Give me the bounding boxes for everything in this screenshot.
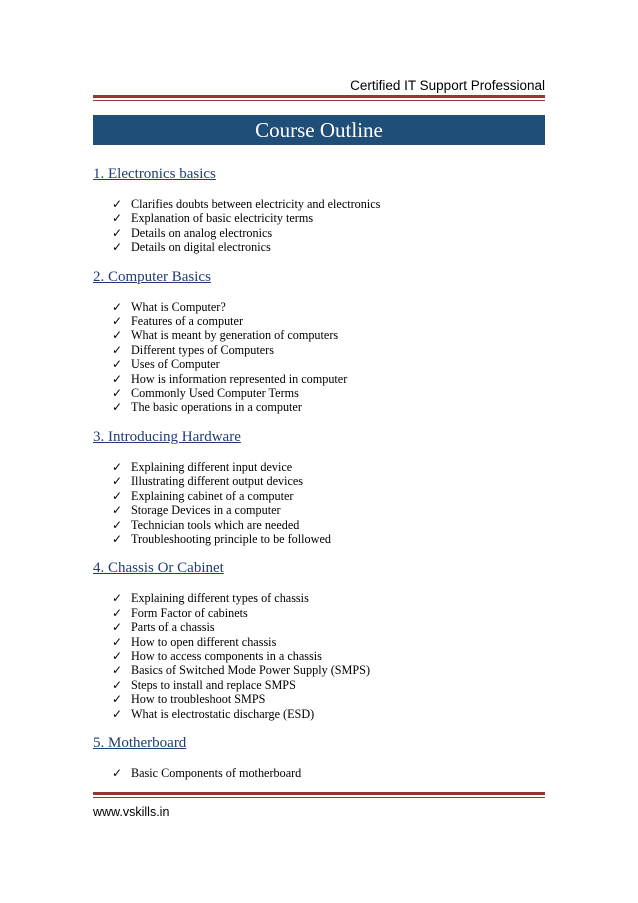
course-outline-banner: Course Outline <box>93 115 545 145</box>
section-item-list <box>93 766 548 780</box>
list-item <box>93 343 548 357</box>
checkmark-icon: ✓ <box>112 591 123 606</box>
page-header-title: Certified IT Support Professional <box>350 78 545 93</box>
list-item-text: Form Factor of cabinets <box>131 605 248 620</box>
header-rule-thin <box>93 100 545 101</box>
footer-rule <box>93 792 545 795</box>
list-item-text: Explaining cabinet of a computer <box>131 488 294 503</box>
list-item-text: Features of a computer <box>131 314 244 329</box>
section-heading: 3. Introducing Hardware <box>93 428 241 445</box>
section-heading: 4. Chassis Or Cabinet <box>93 560 224 577</box>
list-item <box>93 678 548 692</box>
list-item-text: Basics of Switched Mode Power Supply (SMPS) <box>131 663 371 678</box>
list-item <box>93 766 548 780</box>
checkmark-icon: ✓ <box>112 386 123 401</box>
list-item <box>93 386 548 400</box>
list-item <box>93 372 548 386</box>
list-item <box>93 314 548 328</box>
header-rule <box>93 95 545 98</box>
list-item-text: How to access components in a chassis <box>131 648 322 663</box>
list-item-text: How to open different chassis <box>131 634 277 649</box>
checkmark-icon: ✓ <box>112 314 123 329</box>
list-item <box>93 300 548 314</box>
checkmark-icon: ✓ <box>112 692 123 707</box>
list-item <box>93 489 548 503</box>
list-item <box>93 692 548 706</box>
list-item-text: Details on digital electronics <box>131 240 271 255</box>
footer-url: www.vskills.in <box>93 805 170 819</box>
list-item <box>93 357 548 371</box>
checkmark-icon: ✓ <box>112 663 123 678</box>
list-item <box>93 400 548 414</box>
list-item-text: Storage Devices in a computer <box>131 503 281 518</box>
section-item-list <box>93 591 548 721</box>
checkmark-icon: ✓ <box>112 328 123 343</box>
list-item <box>93 606 548 620</box>
list-item <box>93 460 548 474</box>
checkmark-icon: ✓ <box>112 634 123 649</box>
list-item <box>93 591 548 605</box>
list-item <box>93 240 548 254</box>
checkmark-icon: ✓ <box>112 706 123 721</box>
section-heading: 2. Computer Basics <box>93 268 211 285</box>
checkmark-icon: ✓ <box>112 225 123 240</box>
checkmark-icon: ✓ <box>112 677 123 692</box>
checkmark-icon: ✓ <box>112 342 123 357</box>
list-item-text: Clarifies doubts between electricity and electronics <box>131 197 381 211</box>
list-item <box>93 649 548 663</box>
list-item-text: How is information represented in computer <box>131 371 348 386</box>
section-item-list <box>93 460 548 546</box>
list-item-text: Details on analog electronics <box>131 225 273 240</box>
list-item-text: Explaining different input device <box>131 459 293 474</box>
checkmark-icon: ✓ <box>112 488 123 503</box>
list-item-text: Technician tools which are needed <box>131 517 300 532</box>
list-item <box>93 518 548 532</box>
checkmark-icon: ✓ <box>112 531 123 546</box>
checkmark-icon: ✓ <box>112 357 123 372</box>
checkmark-icon: ✓ <box>112 371 123 386</box>
list-item-text: Explanation of basic electricity terms <box>131 211 314 226</box>
list-item-text: Commonly Used Computer Terms <box>131 386 299 401</box>
checkmark-icon: ✓ <box>112 517 123 532</box>
checkmark-icon: ✓ <box>112 197 123 211</box>
checkmark-icon: ✓ <box>112 400 123 415</box>
section-item-list <box>93 300 548 415</box>
list-item <box>93 532 548 546</box>
checkmark-icon: ✓ <box>112 474 123 489</box>
checkmark-icon: ✓ <box>112 648 123 663</box>
list-item <box>93 328 548 342</box>
checkmark-icon: ✓ <box>112 620 123 635</box>
list-item <box>93 707 548 721</box>
section-item-list <box>93 197 548 255</box>
checkmark-icon: ✓ <box>112 605 123 620</box>
list-item-text: What is electrostatic discharge (ESD) <box>131 706 315 721</box>
outline-content <box>93 165 548 793</box>
list-item <box>93 474 548 488</box>
list-item-text: How to troubleshoot SMPS <box>131 692 266 707</box>
list-item <box>93 211 548 225</box>
checkmark-icon: ✓ <box>112 765 123 780</box>
section-heading: 1. Electronics basics <box>93 166 216 182</box>
list-item-text: Different types of Computers <box>131 342 274 357</box>
list-item-text: Steps to install and replace SMPS <box>131 677 296 692</box>
list-item <box>93 663 548 677</box>
section-heading: 5. Motherboard <box>93 734 187 751</box>
checkmark-icon: ✓ <box>112 459 123 474</box>
list-item <box>93 197 548 211</box>
list-item-text: The basic operations in a computer <box>131 400 302 415</box>
checkmark-icon: ✓ <box>112 211 123 226</box>
list-item <box>93 226 548 240</box>
list-item <box>93 635 548 649</box>
list-item <box>93 503 548 517</box>
list-item-text: Uses of Computer <box>131 357 220 372</box>
list-item-text: Parts of a chassis <box>131 620 215 635</box>
list-item-text: What is Computer? <box>131 299 226 314</box>
footer-rule-thin <box>93 797 545 798</box>
list-item-text: Explaining different types of chassis <box>131 591 309 606</box>
list-item-text: What is meant by generation of computers <box>131 328 339 343</box>
list-item-text: Illustrating different output devices <box>131 474 304 489</box>
checkmark-icon: ✓ <box>112 240 123 255</box>
checkmark-icon: ✓ <box>112 503 123 518</box>
list-item-text: Troubleshooting principle to be followed <box>131 531 331 546</box>
checkmark-icon: ✓ <box>112 299 123 314</box>
list-item-text: Basic Components of motherboard <box>131 765 302 780</box>
list-item <box>93 620 548 634</box>
